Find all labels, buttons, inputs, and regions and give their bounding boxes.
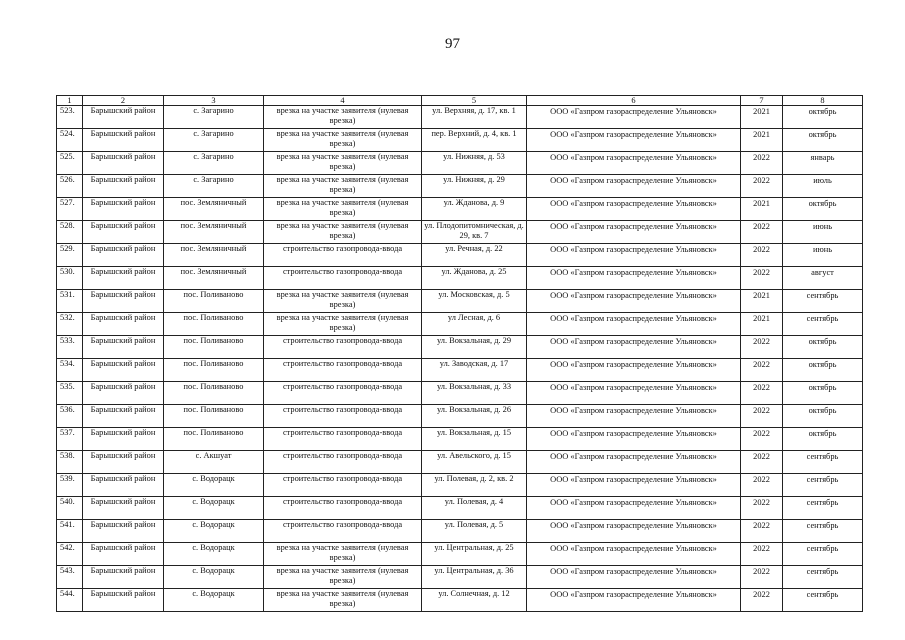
address-cell: ул. Центральная, д. 25 (422, 543, 527, 566)
month-cell: сентябрь (783, 290, 863, 313)
organization-cell: ООО «Газпром газораспределение Ульяновск» (527, 566, 741, 589)
row-number: 531. (57, 290, 83, 313)
table-row (57, 221, 863, 244)
organization-cell: ООО «Газпром газораспределение Ульяновск» (527, 106, 741, 129)
settlement-cell: с. Водорацк (164, 520, 264, 543)
month-cell: октябрь (783, 405, 863, 428)
month-cell: сентябрь (783, 313, 863, 336)
settlement-cell: с. Водорацк (164, 589, 264, 612)
header-row (57, 96, 863, 106)
settlement-cell: с. Загарино (164, 175, 264, 198)
row-number: 532. (57, 313, 83, 336)
work-type-cell: строительство газопровода-ввода (264, 520, 422, 543)
district-cell: Барышский район (83, 106, 164, 129)
district-cell: Барышский район (83, 474, 164, 497)
month-cell: октябрь (783, 382, 863, 405)
row-number: 538. (57, 451, 83, 474)
row-number: 523. (57, 106, 83, 129)
table-row (57, 336, 863, 359)
organization-cell: ООО «Газпром газораспределение Ульяновск» (527, 221, 741, 244)
settlement-cell: пос. Земляничный (164, 244, 264, 267)
district-cell: Барышский район (83, 520, 164, 543)
district-cell: Барышский район (83, 451, 164, 474)
address-cell: ул. Жданова, д. 25 (422, 267, 527, 290)
work-type-cell: врезка на участке заявителя (нулевая врезка) (264, 106, 422, 129)
year-cell: 2021 (741, 313, 783, 336)
month-cell: октябрь (783, 198, 863, 221)
year-cell: 2022 (741, 428, 783, 451)
table-row (57, 198, 863, 221)
work-type-cell: строительство газопровода-ввода (264, 359, 422, 382)
settlement-cell: пос. Поливаново (164, 405, 264, 428)
work-type-cell: врезка на участке заявителя (нулевая врезка) (264, 566, 422, 589)
month-cell: сентябрь (783, 451, 863, 474)
organization-cell: ООО «Газпром газораспределение Ульяновск» (527, 359, 741, 382)
settlement-cell: с. Водорацк (164, 543, 264, 566)
month-cell: октябрь (783, 106, 863, 129)
settlement-cell: с. Водорацк (164, 474, 264, 497)
table-row (57, 359, 863, 382)
year-cell: 2022 (741, 336, 783, 359)
settlement-cell: пос. Поливаново (164, 336, 264, 359)
year-cell: 2022 (741, 520, 783, 543)
month-cell: июль (783, 175, 863, 198)
settlement-cell: пос. Поливаново (164, 359, 264, 382)
address-cell: ул. Авельского, д. 15 (422, 451, 527, 474)
column-header: 7 (741, 96, 783, 106)
settlement-cell: пос. Поливаново (164, 290, 264, 313)
work-type-cell: строительство газопровода-ввода (264, 428, 422, 451)
address-cell: ул. Нижняя, д. 53 (422, 152, 527, 175)
year-cell: 2022 (741, 221, 783, 244)
work-type-cell: врезка на участке заявителя (нулевая врезка) (264, 589, 422, 612)
year-cell: 2021 (741, 290, 783, 313)
address-cell: ул. Вокзальная, д. 29 (422, 336, 527, 359)
settlement-cell: пос. Земляничный (164, 198, 264, 221)
row-number: 542. (57, 543, 83, 566)
district-cell: Барышский район (83, 129, 164, 152)
address-cell: ул. Полевая, д. 5 (422, 520, 527, 543)
row-number: 535. (57, 382, 83, 405)
settlement-cell: пос. Поливаново (164, 382, 264, 405)
work-type-cell: строительство газопровода-ввода (264, 451, 422, 474)
district-cell: Барышский район (83, 382, 164, 405)
column-header: 3 (164, 96, 264, 106)
settlement-cell: пос. Земляничный (164, 267, 264, 290)
year-cell: 2022 (741, 382, 783, 405)
table-body (57, 106, 863, 612)
table-row (57, 106, 863, 129)
organization-cell: ООО «Газпром газораспределение Ульяновск» (527, 497, 741, 520)
year-cell: 2022 (741, 543, 783, 566)
organization-cell: ООО «Газпром газораспределение Ульяновск» (527, 267, 741, 290)
district-cell: Барышский район (83, 359, 164, 382)
district-cell: Барышский район (83, 336, 164, 359)
year-cell: 2022 (741, 451, 783, 474)
table-row (57, 566, 863, 589)
row-number: 529. (57, 244, 83, 267)
table-row (57, 175, 863, 198)
row-number: 544. (57, 589, 83, 612)
row-number: 534. (57, 359, 83, 382)
organization-cell: ООО «Газпром газораспределение Ульяновск» (527, 520, 741, 543)
work-type-cell: врезка на участке заявителя (нулевая врезка) (264, 129, 422, 152)
address-cell: ул. Верхняя, д. 17, кв. 1 (422, 106, 527, 129)
settlement-cell: пос. Поливаново (164, 428, 264, 451)
organization-cell: ООО «Газпром газораспределение Ульяновск» (527, 313, 741, 336)
year-cell: 2022 (741, 566, 783, 589)
organization-cell: ООО «Газпром газораспределение Ульяновск» (527, 405, 741, 428)
month-cell: сентябрь (783, 543, 863, 566)
table-row (57, 451, 863, 474)
year-cell: 2022 (741, 175, 783, 198)
work-type-cell: врезка на участке заявителя (нулевая врезка) (264, 313, 422, 336)
district-cell: Барышский район (83, 497, 164, 520)
work-type-cell: врезка на участке заявителя (нулевая врезка) (264, 175, 422, 198)
year-cell: 2022 (741, 405, 783, 428)
table-row (57, 520, 863, 543)
row-number: 527. (57, 198, 83, 221)
month-cell: сентябрь (783, 566, 863, 589)
table-row (57, 152, 863, 175)
month-cell: октябрь (783, 129, 863, 152)
settlement-cell: пос. Земляничный (164, 221, 264, 244)
year-cell: 2022 (741, 244, 783, 267)
work-type-cell: врезка на участке заявителя (нулевая врезка) (264, 543, 422, 566)
table-row (57, 290, 863, 313)
column-header: 1 (57, 96, 83, 106)
work-type-cell: врезка на участке заявителя (нулевая врезка) (264, 198, 422, 221)
year-cell: 2022 (741, 589, 783, 612)
row-number: 526. (57, 175, 83, 198)
table-row (57, 543, 863, 566)
organization-cell: ООО «Газпром газораспределение Ульяновск» (527, 474, 741, 497)
gasification-table (56, 95, 863, 612)
row-number: 539. (57, 474, 83, 497)
address-cell: ул. Жданова, д. 9 (422, 198, 527, 221)
district-cell: Барышский район (83, 428, 164, 451)
district-cell: Барышский район (83, 405, 164, 428)
settlement-cell: с. Водорацк (164, 497, 264, 520)
year-cell: 2021 (741, 129, 783, 152)
table-row (57, 474, 863, 497)
settlement-cell: пос. Поливаново (164, 313, 264, 336)
table-row (57, 405, 863, 428)
column-header: 6 (527, 96, 741, 106)
year-cell: 2021 (741, 198, 783, 221)
row-number: 530. (57, 267, 83, 290)
address-cell: ул. Вокзальная, д. 33 (422, 382, 527, 405)
settlement-cell: с. Загарино (164, 106, 264, 129)
work-type-cell: строительство газопровода-ввода (264, 336, 422, 359)
district-cell: Барышский район (83, 589, 164, 612)
work-type-cell: врезка на участке заявителя (нулевая врезка) (264, 221, 422, 244)
table-row (57, 428, 863, 451)
address-cell: пер. Верхний, д. 4, кв. 1 (422, 129, 527, 152)
organization-cell: ООО «Газпром газораспределение Ульяновск» (527, 543, 741, 566)
organization-cell: ООО «Газпром газораспределение Ульяновск» (527, 428, 741, 451)
address-cell: ул. Вокзальная, д. 15 (422, 428, 527, 451)
month-cell: сентябрь (783, 520, 863, 543)
month-cell: июнь (783, 221, 863, 244)
month-cell: сентябрь (783, 474, 863, 497)
table-row (57, 589, 863, 612)
address-cell: ул. Нижняя, д. 29 (422, 175, 527, 198)
organization-cell: ООО «Газпром газораспределение Ульяновск» (527, 198, 741, 221)
organization-cell: ООО «Газпром газораспределение Ульяновск» (527, 290, 741, 313)
district-cell: Барышский район (83, 543, 164, 566)
year-cell: 2022 (741, 497, 783, 520)
row-number: 524. (57, 129, 83, 152)
address-cell: ул. Солнечная, д. 12 (422, 589, 527, 612)
work-type-cell: строительство газопровода-ввода (264, 405, 422, 428)
district-cell: Барышский район (83, 290, 164, 313)
row-number: 533. (57, 336, 83, 359)
address-cell: ул. Полевая, д. 2, кв. 2 (422, 474, 527, 497)
district-cell: Барышский район (83, 152, 164, 175)
district-cell: Барышский район (83, 198, 164, 221)
organization-cell: ООО «Газпром газораспределение Ульяновск» (527, 382, 741, 405)
work-type-cell: врезка на участке заявителя (нулевая врезка) (264, 152, 422, 175)
table-row (57, 267, 863, 290)
month-cell: июнь (783, 244, 863, 267)
row-number: 525. (57, 152, 83, 175)
address-cell: ул. Московская, д. 5 (422, 290, 527, 313)
work-type-cell: строительство газопровода-ввода (264, 382, 422, 405)
work-type-cell: строительство газопровода-ввода (264, 244, 422, 267)
year-cell: 2022 (741, 359, 783, 382)
district-cell: Барышский район (83, 175, 164, 198)
row-number: 540. (57, 497, 83, 520)
month-cell: сентябрь (783, 589, 863, 612)
work-type-cell: строительство газопровода-ввода (264, 474, 422, 497)
row-number: 541. (57, 520, 83, 543)
settlement-cell: с. Водорацк (164, 566, 264, 589)
column-header: 2 (83, 96, 164, 106)
table-row (57, 129, 863, 152)
settlement-cell: с. Акшуат (164, 451, 264, 474)
address-cell: ул. Полевая, д. 4 (422, 497, 527, 520)
table-row (57, 244, 863, 267)
year-cell: 2022 (741, 267, 783, 290)
year-cell: 2022 (741, 474, 783, 497)
page-number: 97 (445, 36, 460, 52)
column-header: 8 (783, 96, 863, 106)
district-cell: Барышский район (83, 244, 164, 267)
address-cell: ул. Речная, д. 22 (422, 244, 527, 267)
address-cell: ул. Центральная, д. 36 (422, 566, 527, 589)
table-row (57, 497, 863, 520)
district-cell: Барышский район (83, 267, 164, 290)
row-number: 543. (57, 566, 83, 589)
year-cell: 2021 (741, 106, 783, 129)
organization-cell: ООО «Газпром газораспределение Ульяновск» (527, 152, 741, 175)
address-cell: ул. Вокзальная, д. 26 (422, 405, 527, 428)
organization-cell: ООО «Газпром газораспределение Ульяновск» (527, 129, 741, 152)
month-cell: сентябрь (783, 497, 863, 520)
work-type-cell: строительство газопровода-ввода (264, 267, 422, 290)
address-cell: ул. Плодопитомническая, д. 29, кв. 7 (422, 221, 527, 244)
work-type-cell: строительство газопровода-ввода (264, 497, 422, 520)
work-type-cell: врезка на участке заявителя (нулевая врезка) (264, 290, 422, 313)
month-cell: октябрь (783, 336, 863, 359)
month-cell: октябрь (783, 359, 863, 382)
organization-cell: ООО «Газпром газораспределение Ульяновск» (527, 451, 741, 474)
column-header: 4 (264, 96, 422, 106)
address-cell: ул Лесная, д. 6 (422, 313, 527, 336)
district-cell: Барышский район (83, 566, 164, 589)
column-header: 5 (422, 96, 527, 106)
organization-cell: ООО «Газпром газораспределение Ульяновск» (527, 244, 741, 267)
row-number: 528. (57, 221, 83, 244)
address-cell: ул. Заводская, д. 17 (422, 359, 527, 382)
month-cell: октябрь (783, 428, 863, 451)
year-cell: 2022 (741, 152, 783, 175)
organization-cell: ООО «Газпром газораспределение Ульяновск» (527, 589, 741, 612)
gasification-table-wrapper (56, 95, 862, 612)
row-number: 536. (57, 405, 83, 428)
table-row (57, 313, 863, 336)
organization-cell: ООО «Газпром газораспределение Ульяновск» (527, 336, 741, 359)
settlement-cell: с. Загарино (164, 129, 264, 152)
month-cell: август (783, 267, 863, 290)
district-cell: Барышский район (83, 221, 164, 244)
row-number: 537. (57, 428, 83, 451)
organization-cell: ООО «Газпром газораспределение Ульяновск» (527, 175, 741, 198)
district-cell: Барышский район (83, 313, 164, 336)
table-row (57, 382, 863, 405)
month-cell: январь (783, 152, 863, 175)
settlement-cell: с. Загарино (164, 152, 264, 175)
